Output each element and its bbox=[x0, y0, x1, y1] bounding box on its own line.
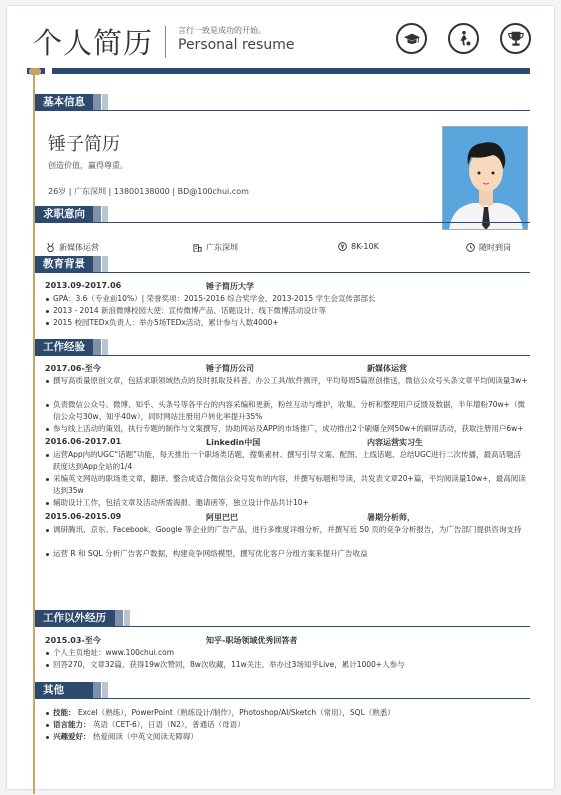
section-title: 工作以外经历 bbox=[35, 610, 115, 627]
list-item: 运营 R 和 SQL 分析广告客户数据，构建竞争网络模型，撰写优化客户分组方案来提升广告收益 bbox=[53, 548, 528, 560]
section-title: 其他 bbox=[35, 682, 93, 699]
building-icon bbox=[193, 243, 202, 252]
extra-period: 2015.03-至今 bbox=[45, 636, 101, 645]
list-item: 个人主页地址：www.100chui.com bbox=[53, 647, 528, 659]
header-motto: 言行一致是成功的开始。 bbox=[178, 26, 266, 35]
list-item: 调研腾讯、京东、Facebook、Google 等企业的广告产品，进行多维度详细分析，并撰写近 50 页的竞争分析报告，为广告部门提供咨询支持 bbox=[53, 524, 528, 536]
work-period: 2017.06-至今 bbox=[45, 364, 101, 373]
section-title: 工作经验 bbox=[35, 339, 93, 356]
yen-coin-icon bbox=[338, 242, 347, 251]
section-title: 求职意向 bbox=[35, 206, 93, 223]
work-period: 2015.06-2015.09 bbox=[45, 512, 122, 521]
contact-line: 26岁 | 广东深圳 | 13800138000 | BD@100chui.com bbox=[48, 187, 249, 196]
list-item: GPA：3.6（专业前10%）| 荣誉奖项：2015-2016 综合奖学金、2013-2015 学生会宣传部部长 bbox=[53, 293, 528, 305]
graduation-cap-icon bbox=[396, 23, 427, 54]
extra-title: 知乎-职场领域优秀回答者 bbox=[206, 636, 298, 645]
intent-city: 广东深圳 bbox=[193, 242, 238, 253]
other-label: 兴趣爱好： bbox=[53, 732, 91, 741]
section-title: 教育背景 bbox=[35, 256, 93, 273]
education-school: 锤子简历大学 bbox=[206, 282, 254, 291]
resume-page bbox=[7, 6, 554, 789]
work-company: 阿里巴巴 bbox=[206, 513, 238, 522]
page-title: 个人简历 bbox=[33, 26, 154, 60]
list-item: 回答270，文章32篇，获得19w次赞同，8w次收藏，11w关注，举办过3场知乎Live，累计1000+人参与 bbox=[53, 659, 528, 671]
list-item: 2013 - 2014 新浪微博校园大使：宣传微博产品、话题设计、线下微博活动设计等 bbox=[53, 305, 528, 317]
intent-salary: 8K-10K bbox=[338, 242, 379, 251]
list-item: 撰写高质量原创文章，包括求职领域热点的及时抓取及科普、办公工具/软件测评，平均每周5篇原创推送，微信公众号头条文章平均阅读量3w+ bbox=[53, 376, 528, 385]
candidate-slogan: 创造价值，赢得尊重。 bbox=[48, 161, 128, 170]
list-item: 兴趣爱好： 热爱阅读（中英文阅读无障碍） bbox=[53, 731, 528, 743]
phone: 13800138000 bbox=[113, 187, 170, 196]
list-item: 运营App内的UGC“话题”功能，每天推出一个职场类话题，搜集素材、撰写引导文案、配图、上线话题、总结UGC进行二次传播，最高话题活跃度达到App全站的1/4 bbox=[53, 449, 528, 473]
header-bar bbox=[27, 68, 530, 74]
other-label: 语言能力： bbox=[53, 720, 91, 729]
list-item: 负责微信公众号、微博、知乎、头条号等各平台的内容采编和更新，粉丝互动与维护，收集、分析和整理用户反馈及数据，半年增粉70w+（微信公众号30w、知乎40w），同时网站注册用户转化率提升35% bbox=[53, 399, 528, 423]
work-role: 内容运营实习生 bbox=[367, 438, 423, 447]
list-item: 技能： Excel（熟练），PowerPoint（熟练设计/制作），Photoshop/AI/Sketch（常用），SQL（熟悉） bbox=[53, 707, 528, 719]
avatar bbox=[442, 126, 528, 230]
intent-availability: 随时到岗 bbox=[466, 242, 511, 253]
email: BD@100chui.com bbox=[177, 187, 249, 196]
bowling-icon bbox=[448, 23, 479, 54]
list-item: 参与线上活动的策划，执行专题的制作与文案撰写，协助网站及APP的市场推广，成功推出2个刷爆全网50w+的刷屏活动，获取注册用户6w+ bbox=[53, 423, 528, 435]
other-label: 技能： bbox=[53, 708, 76, 717]
section-title: 基本信息 bbox=[35, 94, 93, 111]
work-period: 2016.06-2017.01 bbox=[45, 437, 122, 446]
intent-job: 新媒体运营 bbox=[46, 242, 99, 253]
candidate-name: 锤子简历 bbox=[48, 134, 120, 155]
location: 广东深圳 bbox=[73, 187, 106, 196]
education-period: 2013.09-2017.06 bbox=[45, 281, 122, 290]
list-item: 采编英文网站的职场类文章，翻译、整合成适合微信公众号发布的内容，并撰写标题和导读，共发表文章20+篇，平均阅读量10w+，最高阅读达到35w bbox=[53, 473, 528, 497]
work-company: 锤子简历公司 bbox=[206, 364, 254, 373]
work-role: 新媒体运营 bbox=[367, 364, 407, 373]
list-item: 辅助设计工作，包括文章及活动所需海报、邀请函等，独立设计作品共计10+ bbox=[53, 497, 528, 509]
header-accent bbox=[29, 68, 41, 75]
list-item: 语言能力： 英语（CET-6），日语（N2），普通话（母语） bbox=[53, 719, 528, 731]
trophy-icon bbox=[500, 23, 531, 54]
medal-icon bbox=[46, 243, 55, 252]
work-role: 暑期分析师， bbox=[367, 513, 415, 522]
title-divider bbox=[165, 26, 166, 58]
work-company: Linkedin中国 bbox=[206, 438, 261, 447]
list-item: 2015 校园TEDx负责人：举办5场TEDx活动，累计参与人数4000+ bbox=[53, 317, 528, 329]
age: 26岁 bbox=[48, 187, 67, 196]
clock-icon bbox=[466, 243, 475, 252]
header-title-en: Personal resume bbox=[178, 37, 295, 53]
